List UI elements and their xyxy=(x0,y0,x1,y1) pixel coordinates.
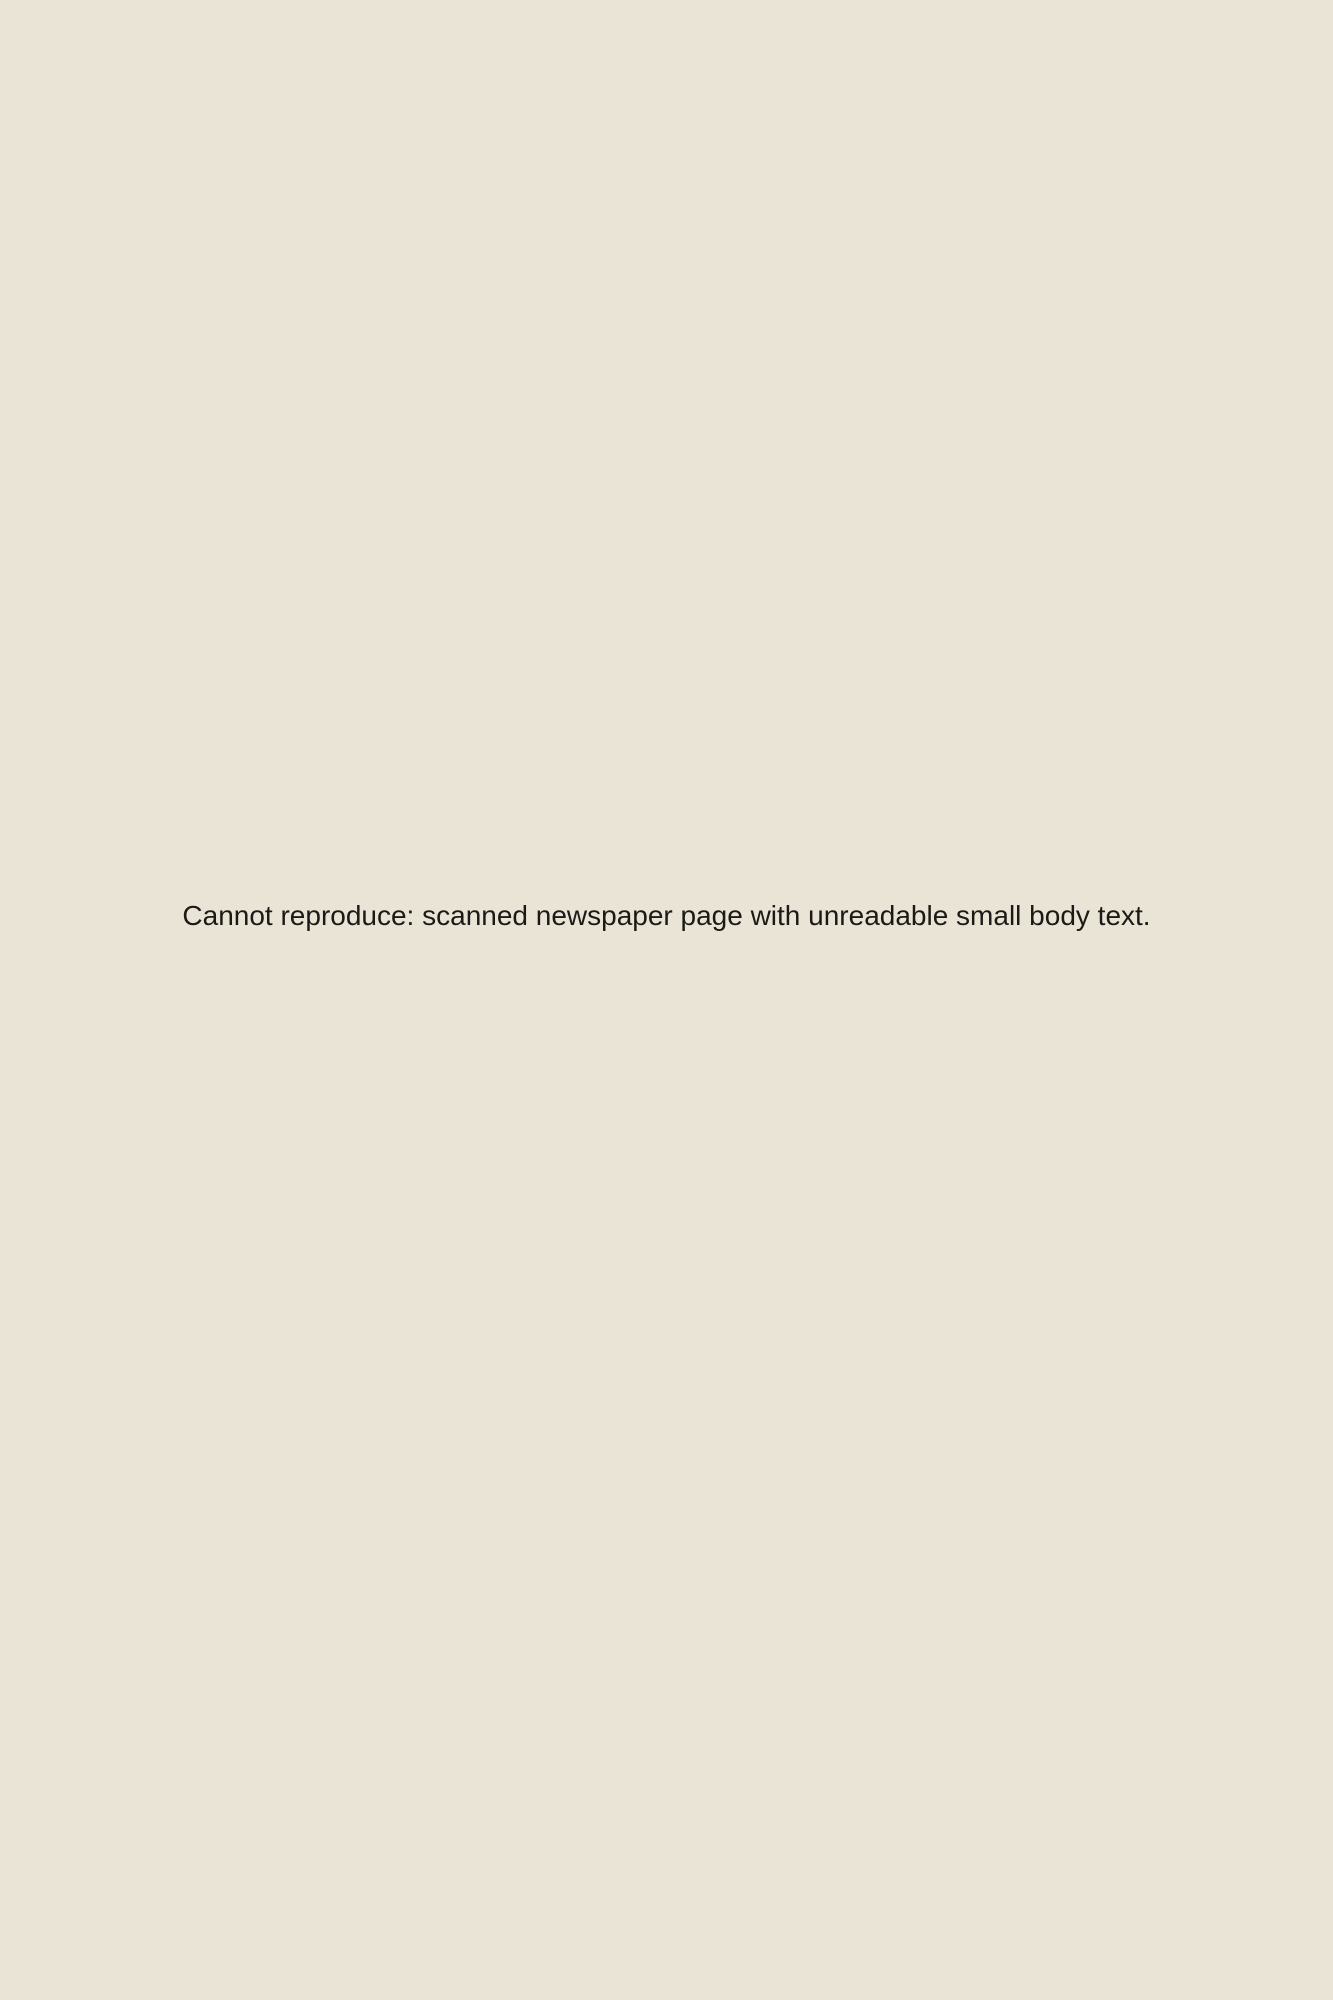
notice-text: Cannot reproduce: scanned newspaper page with unreadable small body text. xyxy=(182,900,1151,931)
